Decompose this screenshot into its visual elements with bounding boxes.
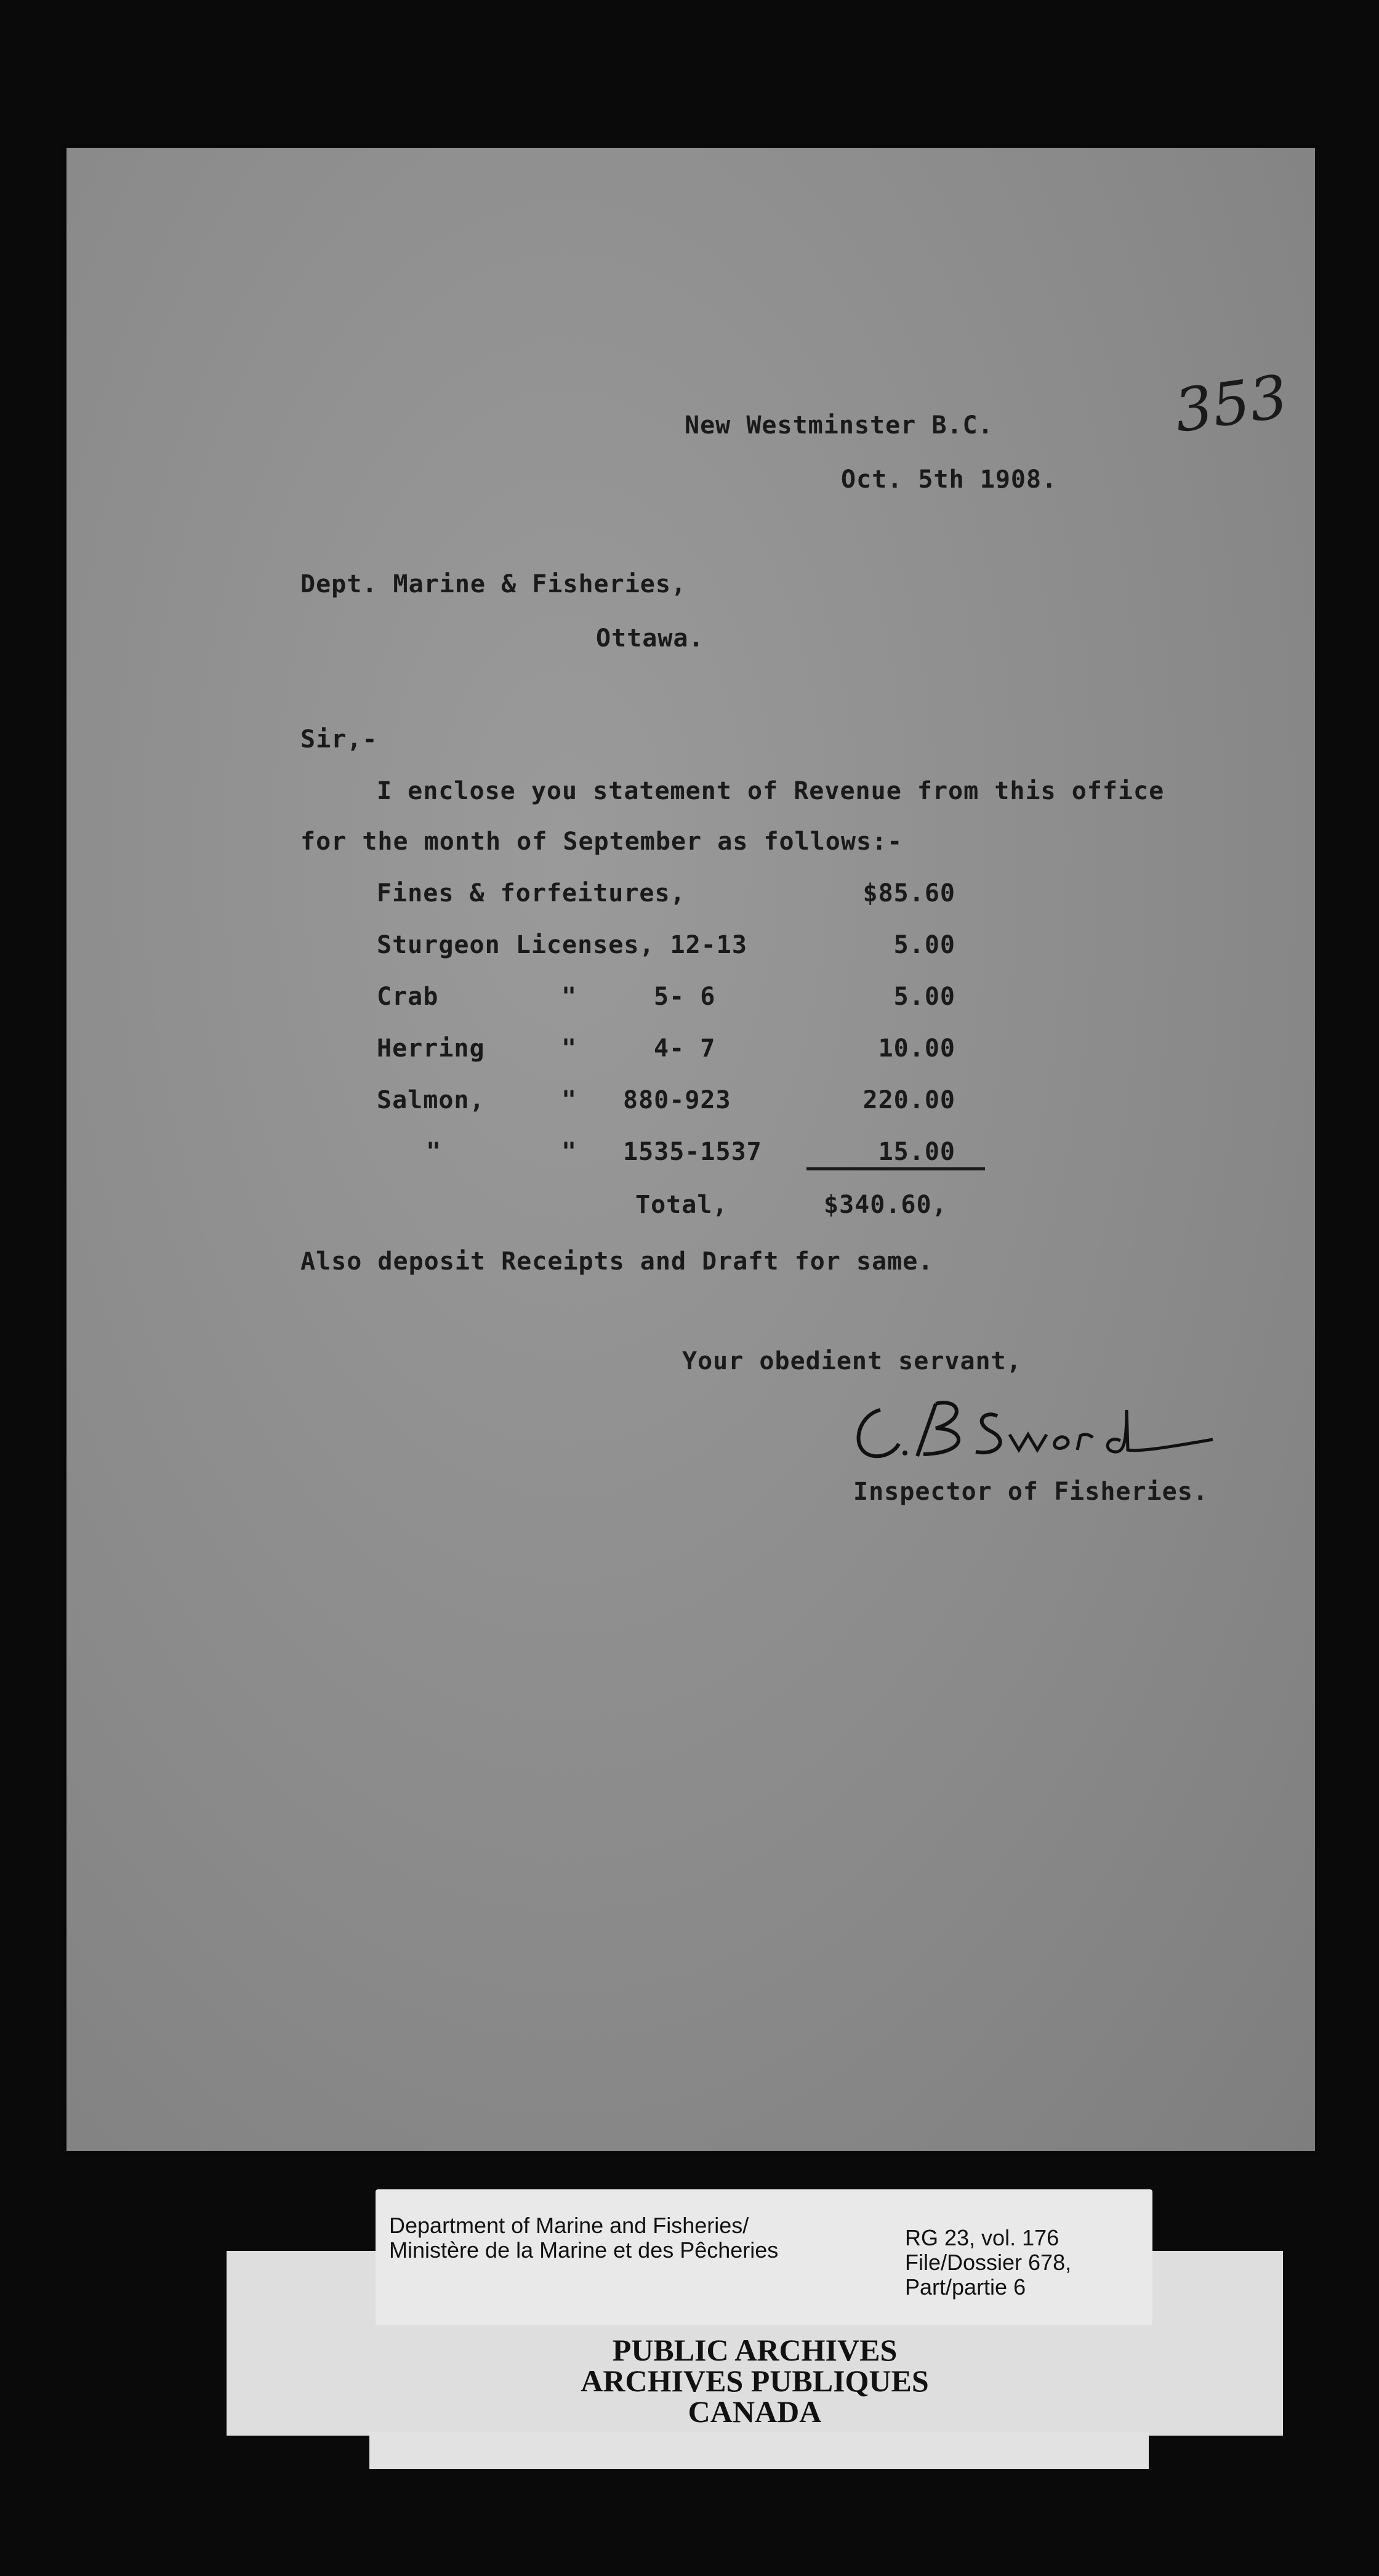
reference-1: RG 23, vol. 176: [905, 2225, 1059, 2250]
row-name: Salmon,: [377, 1086, 485, 1114]
archives-line-2: ARCHIVES PUBLIQUES: [581, 2364, 929, 2398]
row-range: 880-923: [623, 1086, 731, 1114]
row-name: Sturgeon Licenses, 12-13: [377, 931, 747, 959]
recipient-line-2: Ottawa.: [596, 624, 704, 653]
row-amount: 15.00: [878, 1138, 955, 1166]
statement-row: [377, 931, 992, 968]
row-amount: $85.60: [862, 879, 955, 908]
signature: [843, 1385, 1225, 1471]
row-amount: 5.00: [893, 983, 955, 1011]
department-en: Department of Marine and Fisheries/: [389, 2213, 749, 2238]
row-name: ": [426, 1138, 442, 1166]
row-name: Herring: [377, 1034, 485, 1063]
statement-row: [377, 983, 992, 1020]
page-number: 353: [1170, 361, 1292, 446]
archives-line-1: PUBLIC ARCHIVES: [612, 2333, 898, 2367]
body-line-1: I enclose you statement of Revenue from this office: [377, 777, 1165, 805]
reference-3: Part/partie 6: [905, 2274, 1026, 2300]
row-ditto: ": [561, 1138, 577, 1166]
body-line-2: for the month of September as follows:-: [300, 827, 903, 856]
archive-card-strip: [369, 2432, 1149, 2469]
salutation: Sir,-: [300, 725, 378, 754]
total-amount: $340.60,: [824, 1191, 947, 1219]
row-name: Fines & forfeitures,: [377, 879, 686, 908]
row-range: 5- 6: [654, 983, 716, 1011]
total-label: Total,: [635, 1191, 728, 1219]
archives-line-3: CANADA: [688, 2394, 822, 2429]
complimentary-close: Your obedient servant,: [682, 1347, 1022, 1375]
letter-place: New Westminster B.C.: [685, 411, 994, 440]
row-ditto: ": [561, 1034, 577, 1063]
closing-note: Also deposit Receipts and Draft for same.: [300, 1247, 934, 1276]
total-underline: [806, 1167, 985, 1170]
recipient-line-1: Dept. Marine & Fisheries,: [300, 570, 687, 598]
row-ditto: ": [561, 983, 577, 1011]
row-amount: 5.00: [893, 931, 955, 959]
row-range: 4- 7: [654, 1034, 716, 1063]
row-range: 1535-1537: [623, 1138, 762, 1166]
letter-date: Oct. 5th 1908.: [841, 465, 1058, 494]
signer-title: Inspector of Fisheries.: [853, 1478, 1208, 1506]
department-fr: Ministère de la Marine et des Pêcheries: [389, 2237, 779, 2263]
archives-stamp: [227, 2335, 1283, 2427]
row-ditto: ": [561, 1086, 577, 1114]
statement-row: [377, 879, 992, 916]
row-name: Crab: [377, 983, 439, 1011]
statement-row: [377, 1034, 992, 1071]
row-amount: 220.00: [862, 1086, 955, 1114]
statement-row: [377, 1086, 992, 1123]
reference-2: File/Dossier 678,: [905, 2250, 1072, 2275]
row-amount: 10.00: [878, 1034, 955, 1063]
